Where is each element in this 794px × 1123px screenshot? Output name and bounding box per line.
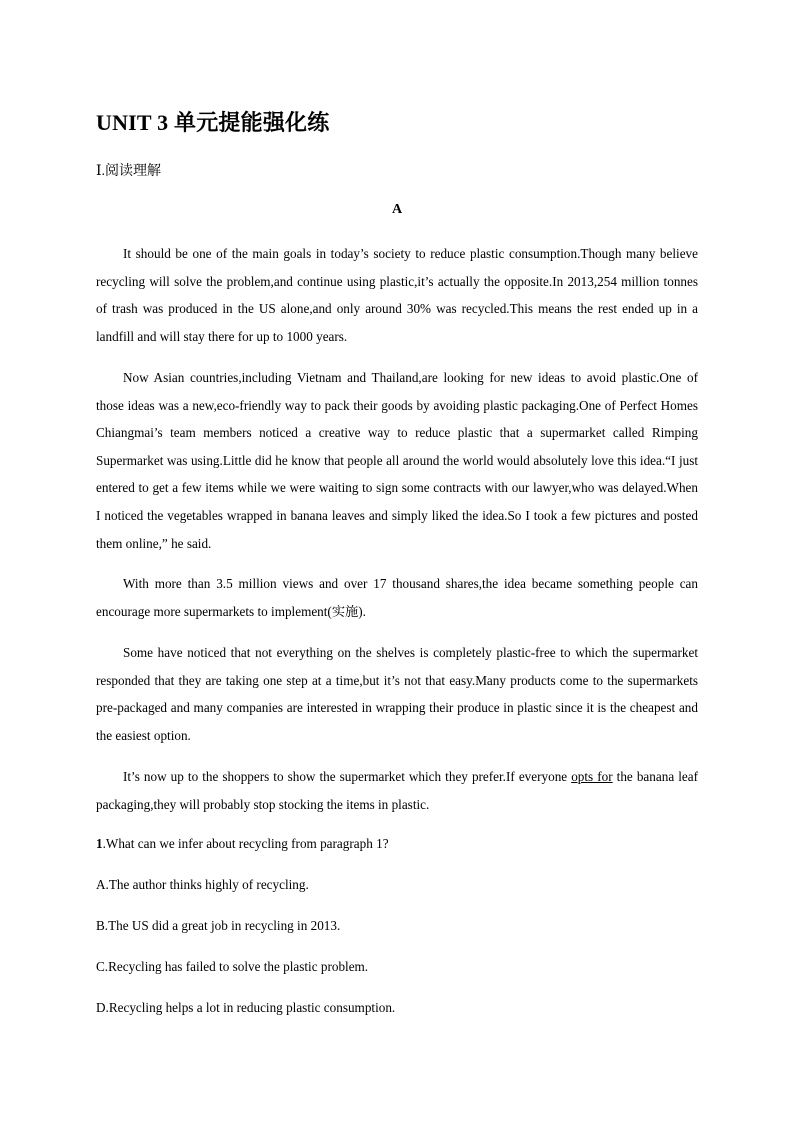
passage-label: A [391, 202, 403, 217]
paragraph-1: It should be one of the main goals in today’s society to reduce plastic consumption.Though many believe recycling will solve the problem,and continue using plastic,it’s actually the opposite.In 2013,254 million tonnes of trash was produced in the US alone,and only around 30% was recycled.This means the rest ended up in a landfill and will stay there for up to 1000 years. [96, 246, 698, 344]
paragraph-5 [96, 763, 698, 818]
question-number: 1 [96, 836, 103, 851]
paragraph-3: With more than 3.5 million views and over 17 thousand shares,the idea became something people can encourage more supermarkets to implement(实施). [96, 576, 698, 619]
paragraph-5-text-start: It’s now up to the shoppers to show the supermarket which they prefer.If everyone [123, 769, 572, 784]
option-a: A.The author thinks highly of recycling. [96, 877, 309, 892]
question-1 [96, 834, 698, 854]
underlined-phrase: opts for [571, 769, 613, 784]
page-title: UNIT 3 单元提能强化练 [96, 110, 330, 135]
option-b: B.The US did a great job in recycling in 2013. [96, 918, 341, 933]
question-text: .What can we infer about recycling from paragraph 1? [102, 836, 389, 851]
paragraph-5-text-end: the banana leaf packaging,they will probably stop stocking the items in plastic. [96, 769, 698, 812]
option-d: D.Recycling helps a lot in reducing plastic consumption. [96, 1000, 396, 1015]
option-c: C.Recycling has failed to solve the plastic problem. [96, 959, 369, 974]
section-label: Ⅰ.阅读理解 [96, 164, 162, 179]
paragraph-2: Now Asian countries,including Vietnam and Thailand,are looking for new ideas to avoid plastic.One of those ideas was a new,eco-friendly way to pack their goods by avoiding plastic packaging.One of Perfect Homes Chiangmai’s team members noticed a creative way to reduce plastic that a supermarket called Rimping Supermarket was using.Little did he know that people all around the world would absolutely love this idea.“I just entered to get a few items while we were waiting to sign some contracts with our lawyer,who was delayed.When I noticed the vegetables wrapped in banana leaves and simply liked the idea.So I took a few pictures and posted them online,” he said. [96, 370, 698, 551]
paragraph-4: Some have noticed that not everything on the shelves is completely plastic-free to which the supermarket responded that they are taking one step at a time,but it’s not that easy.Many products come to the supermarkets pre-packaged and many companies are interested in wrapping their produce in plastic since it is the cheapest and the easiest option. [96, 645, 698, 743]
